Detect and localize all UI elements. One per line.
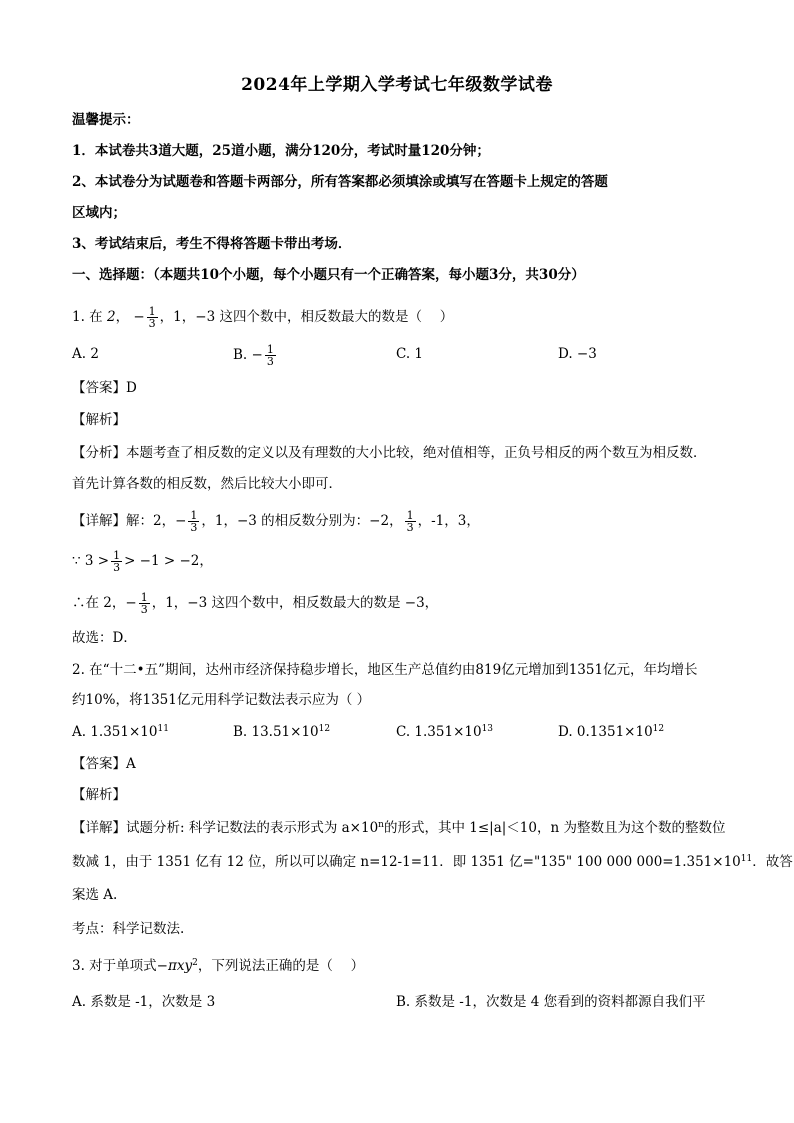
question-2-stem-1: 2. 在“十二•五”期间，达州市经济保持稳步增长，地区生产总值约由819亿元增加到1351亿元，年均增长 [72, 662, 698, 678]
tip-3: 3、考试结束后，考生不得将答题卡带出考场． [72, 236, 352, 252]
fraction: $\frac{1}{3}$ [266, 343, 274, 368]
q1-answer: 【答案】D [72, 380, 137, 396]
q1-fenxi-line-1: 【分析】本题考查了相反数的定义以及有理数的大小比较，绝对值相等，正负号相反的两个数互为相反数． [72, 445, 707, 461]
q2-detail-line-1: 【详解】试题分析: 科学记数法的表示形式为 $a\times 10^n$的形式，其中 1≤|a|＜10，n 为整数且为这个数的整数位 [72, 820, 726, 836]
q1-fenxi-line-2: 首先计算各数的相反数，然后比较大小即可． [72, 476, 342, 492]
q1-analysis-label: 【解析】 [72, 412, 126, 428]
q3-option-a: A. 系数是 -1，次数是 3 [72, 994, 216, 1010]
q2-detail-line-3: 案选 A. [72, 887, 118, 903]
fraction: $\frac{1}{3}$ [148, 305, 156, 330]
question-2-stem-2: 约10%，将1351亿元用科学记数法表示应为（ ） [72, 692, 371, 708]
question-1-stem: 1. 在 2， − $\frac{1}{3}$ ，1，−3 这四个数中，相反数最大的数是（ ） [72, 305, 454, 330]
q2-option-c: C. $1.351\times 10^{13}$ [396, 724, 494, 740]
tip-1: 1．本试卷共3道大题，25道小题，满分120分，考试时量120分钟； [72, 143, 490, 159]
q2-detail-line-2: 数减 1，由于 1351 亿有 12 位，所以可以确定 n=12-1=11．即 1351 亿="135" 100 000 $000=1.351\times 10^{11}$．故答 [72, 854, 793, 870]
tip-2-line-2: 区域内； [72, 205, 126, 221]
page-title: 2024年上学期入学考试七年级数学试卷 [241, 75, 553, 95]
q1-option-b: B. − $\frac{1}{3}$ [233, 343, 274, 368]
q1-since: ∵ 3 > $\frac{1}{3}$ > −1 > −2， [72, 549, 213, 574]
q3-option-b: B. 系数是 -1，次数是 4 您看到的资料都源自我们平 [396, 994, 706, 1010]
q2-option-b: B. $13.51\times 10^{12}$ [233, 724, 331, 740]
q1-option-a: A. 2 [72, 346, 99, 362]
q2-analysis-label: 【解析】 [72, 787, 126, 803]
tips-label: 温馨提示： [72, 112, 140, 128]
q2-option-a: A. $1.351\times 10^{11}$ [72, 724, 169, 740]
q2-option-d: D. $0.1351\times 10^{12}$ [558, 724, 665, 740]
section-heading: 一、选择题：（本题共10个小题，每个小题只有一个正确答案，每小题3分，共30分） [72, 267, 585, 283]
question-3-stem: 3. 对于单项式−πxy$^2$，下列说法正确的是（ ） [72, 958, 365, 974]
fraction: $\frac{1}{3}$ [190, 509, 198, 534]
q1-choice: 故选：D． [72, 630, 137, 646]
fraction: $\frac{1}{3}$ [406, 509, 414, 534]
q2-answer: 【答案】A [72, 756, 136, 772]
fraction: $\frac{1}{3}$ [113, 549, 121, 574]
fraction: $\frac{1}{3}$ [140, 591, 148, 616]
q1-option-d: D. −3 [558, 346, 597, 362]
q2-kaodian: 考点：科学记数法. [72, 921, 185, 937]
q1-option-c: C. 1 [396, 346, 424, 362]
tip-2-line-1: 2、本试卷分为试题卷和答题卡两部分，所有答案都必须填涂或填写在答题卡上规定的答题 [72, 174, 608, 190]
q1-detail: 【详解】解：2，− $\frac{1}{3}$ ，1，−3 的相反数分别为：−2， $\frac{1}{3}$ ，-1，3， [72, 509, 480, 534]
q1-thus: ∴在 2，− $\frac{1}{3}$ ，1，−3 这四个数中，相反数最大的数是 −3， [72, 591, 439, 616]
